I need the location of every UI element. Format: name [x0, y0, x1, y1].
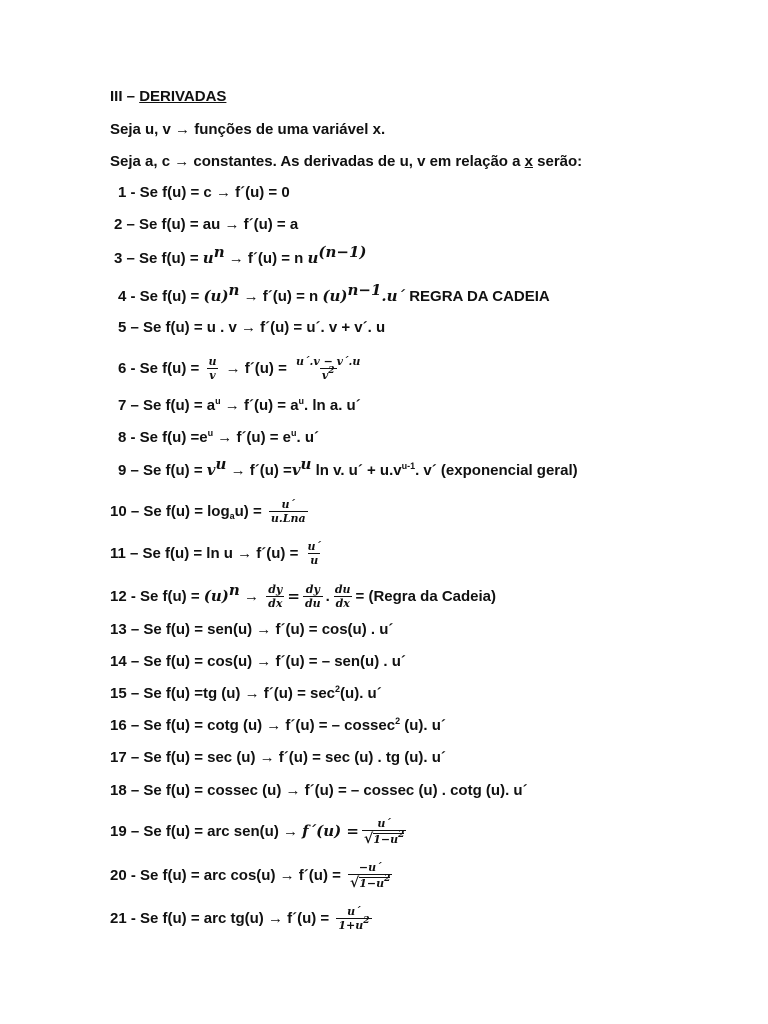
rule-14: 14 – Se f(u) = cos(u) → f´(u) = – sen(u) . u´: [110, 653, 406, 670]
rule-11-fraction: [306, 541, 324, 567]
rule-20: [110, 862, 395, 890]
rule-3-math-exp: n: [213, 243, 225, 261]
rule-4-math-base: (u): [203, 287, 229, 305]
rule-18: 18 – Se f(u) = cossec (u) → f´(u) = – cossec (u) . cotg (u). u´: [110, 782, 528, 799]
rule-9-math-base-2: v: [291, 461, 301, 479]
rule-12-fraction-1-num: dy: [268, 583, 283, 596]
square-root-icon: √: [364, 831, 374, 847]
rule-12: [110, 580, 497, 610]
rule-20-radicand: [359, 874, 391, 890]
rule-12-label: = (Regra da Cadeia): [355, 587, 497, 605]
rule-3: [114, 243, 367, 269]
rule-16-exp: 2: [395, 716, 401, 726]
rule-15-text-2: (u). u´: [340, 685, 382, 702]
rule-8-text-2: → f´(u) = e: [213, 429, 292, 446]
title-underlined: DERIVADAS: [139, 88, 227, 105]
rule-4-math-exp: n: [228, 281, 240, 299]
rule-16: [110, 716, 446, 736]
rule-7-text: 7 – Se f(u) = a: [118, 397, 216, 414]
rule-4-text: 4 - Se f(u) =: [118, 288, 204, 305]
rule-4-math-tail: .u´: [381, 287, 406, 305]
intro-line-2-text: Seja a, c → constantes. As derivadas de u, v em relação a: [110, 153, 525, 170]
rule-12-fraction-3-num: du: [334, 583, 351, 596]
rule-19: [110, 818, 409, 846]
rule-3-math-exp-2: (n−1): [318, 243, 367, 261]
rule-12-fraction-3: [333, 584, 353, 610]
rule-6-text: 6 - Se f(u) =: [118, 359, 204, 377]
page-title: [110, 87, 226, 107]
rule-12-text: 12 - Se f(u) =: [110, 587, 204, 605]
rule-4: [118, 281, 550, 307]
rule-13: 13 – Se f(u) = sen(u) → f´(u) = cos(u) . u´: [110, 621, 394, 638]
rule-11: [110, 541, 326, 567]
rule-12-equals: =: [287, 586, 300, 605]
rule-19-radicand-exp: 2: [398, 830, 405, 840]
rule-9-math-exp: u: [215, 455, 227, 473]
rule-9-text-4: . v´ (exponencial geral): [415, 462, 578, 479]
intro-line-2-end: serão:: [532, 153, 583, 170]
rule-6-result-den: [320, 368, 337, 382]
rule-7: [118, 396, 361, 416]
rule-5: 5 – Se f(u) = u . v → f´(u) = u´. v + v´. u: [118, 319, 386, 336]
rule-9-text-3: ln v. u´ + u.v: [311, 462, 402, 479]
rule-19-fraction-num: u´: [377, 817, 391, 830]
rule-11-fraction-den: u: [310, 554, 319, 567]
rule-6-result-den-base: v: [321, 369, 329, 382]
rule-15-text: 15 – Se f(u) =tg (u) → f´(u) = sec: [110, 685, 336, 702]
rule-21-text: 21 - Se f(u) = arc tg(u) → f´(u) =: [110, 909, 334, 927]
rule-7-exp: u: [215, 396, 221, 406]
rule-8-exp: u: [207, 428, 214, 438]
rule-8-text: 8 - Se f(u) =e: [118, 429, 208, 446]
rule-21-fraction-den: [336, 918, 371, 932]
rule-6-result-den-exp: 2: [328, 366, 335, 376]
intro-line-2-variable: x: [524, 153, 533, 170]
rule-12-fraction-3-den: dx: [335, 597, 350, 610]
rule-11-text: 11 – Se f(u) = ln u → f´(u) =: [110, 544, 303, 562]
rule-15-exp: 2: [335, 684, 341, 694]
rule-6: [118, 356, 365, 382]
rule-3-math-base-2: u: [307, 249, 319, 267]
rule-21-fraction-num: u´: [347, 905, 361, 918]
rule-21-fraction: [336, 906, 371, 932]
rule-9-math-exp-2: u: [300, 455, 312, 473]
rule-17: 17 – Se f(u) = sec (u) → f´(u) = sec (u) . tg (u). u´: [110, 749, 446, 766]
rule-7-text-3: . ln a. u´: [304, 397, 361, 414]
rule-12-math-base: (u): [203, 586, 229, 605]
rule-6-fraction-den: v: [209, 369, 216, 382]
intro-line-2: [110, 152, 582, 172]
rule-7-exp-2: u: [298, 396, 305, 406]
rule-19-fraction: [362, 818, 406, 846]
rule-12-fraction-1-den: dx: [268, 597, 283, 610]
rule-4-math-base-2: (u): [322, 287, 348, 305]
rule-10: [110, 499, 311, 525]
rule-6-text-2: → f´(u) =: [221, 359, 292, 377]
rule-19-radicand: [373, 830, 405, 846]
rule-12-fraction-2: [303, 584, 323, 610]
rule-19-math: f´(u) =: [302, 821, 359, 840]
rule-11-fraction-num: u´: [307, 540, 322, 553]
rule-20-sqrt: [350, 876, 390, 890]
square-root-icon: √: [350, 875, 360, 891]
rule-9-text: 9 – Se f(u) =: [118, 462, 207, 479]
rule-10-fraction: [269, 499, 308, 525]
rule-10-text-2: u) =: [234, 502, 266, 520]
rule-19-fraction-den: [362, 830, 406, 846]
rule-9: [118, 455, 578, 481]
rule-19-text: 19 – Se f(u) = arc sen(u) →: [110, 822, 303, 840]
rule-20-radicand-text: 1−u: [359, 877, 385, 890]
rule-10-fraction-num: u´: [281, 498, 295, 511]
rule-12-dot: .: [325, 587, 330, 605]
rule-12-fraction-1: [266, 584, 284, 610]
rule-16-text-2: (u). u´: [400, 717, 446, 734]
rule-10-log-base: a: [229, 510, 235, 521]
rule-6-fraction: [206, 356, 218, 382]
rule-9-text-2: → f´(u) =: [226, 462, 292, 479]
rule-8-text-3: . u´: [296, 429, 320, 446]
rule-20-fraction-num: −u´: [358, 861, 382, 874]
rule-3-text: 3 – Se f(u) =: [114, 250, 203, 267]
rule-2: 2 – Se f(u) = au → f´(u) = a: [114, 216, 299, 233]
rule-3-math-base: u: [202, 249, 214, 267]
rule-20-fraction: [348, 862, 392, 890]
rule-12-fraction-2-num: dy: [305, 583, 320, 596]
title-prefix: III –: [110, 88, 140, 105]
rule-16-text: 16 – Se f(u) = cotg (u) → f´(u) = – cossec: [110, 717, 396, 734]
intro-line-1: Seja u, v → funções de uma variável x.: [110, 121, 386, 138]
rule-4-text-2: → f´(u) = n: [239, 288, 323, 305]
rule-21-fraction-den-exp: 2: [363, 916, 370, 926]
rule-20-radicand-exp: 2: [384, 874, 391, 884]
rule-8-exp-2: u: [291, 428, 297, 438]
rule-15: [110, 684, 382, 704]
rule-20-fraction-den: [348, 874, 392, 890]
rule-20-text: 20 - Se f(u) = arc cos(u) → f´(u) =: [110, 866, 346, 884]
rule-4-math-exp-2: n−1: [347, 281, 382, 299]
rule-10-fraction-den: u.Lna: [270, 512, 306, 525]
rule-9-math-base: v: [206, 461, 216, 479]
rule-21: [110, 906, 375, 932]
rule-12-arrow: →: [239, 587, 264, 605]
rule-4-label: REGRA DA CADEIA: [405, 288, 550, 305]
rule-3-text-2: → f´(u) = n: [224, 250, 308, 267]
rule-7-text-2: → f´(u) = a: [220, 397, 299, 414]
rule-12-math-exp: n: [228, 580, 240, 599]
rule-6-result-num: u´.v − v´.u: [296, 355, 361, 368]
rule-6-fraction-num: u: [208, 355, 217, 368]
rule-8: [118, 428, 319, 448]
rule-1: 1 - Se f(u) = c → f´(u) = 0: [118, 184, 290, 201]
rule-6-result-fraction: [294, 356, 362, 382]
rule-9-exp-3: u-1: [401, 461, 416, 471]
rule-10-text: 10 – Se f(u) = log: [110, 502, 230, 520]
rule-21-fraction-den-text: 1+u: [338, 919, 364, 932]
rule-12-fraction-2-den: du: [304, 597, 321, 610]
rule-19-radicand-text: 1−u: [373, 833, 399, 846]
rule-19-sqrt: [364, 832, 404, 846]
